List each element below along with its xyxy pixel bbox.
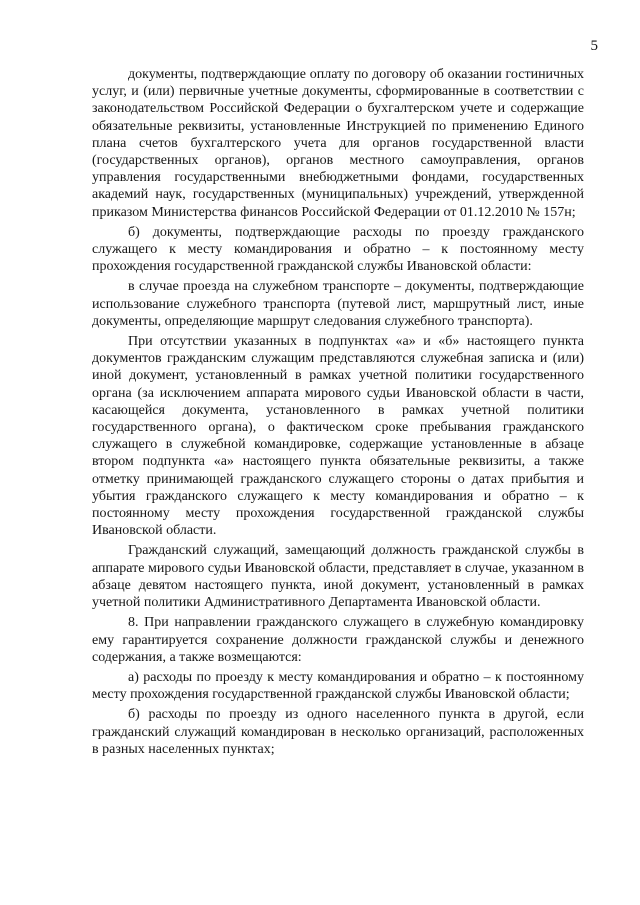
paragraph-item-8: 8. При направлении гражданского служащего в служебную командировку ему гарантируется сохранение должности гражданской службы и денежного содержания, а также возмещаются: [92,615,584,665]
paragraph-official-transport: в случае проезда на служебном транспорте – документы, подтверждающие использование служебного транспорта (путевой лист, маршрутный лист, иные документы, определяющие маршрут следования служебного транспорта). [92,279,584,329]
paragraph-subitem-b-intercity-expenses: б) расходы по проезду из одного населенного пункта в другой, если гражданский служащий командирован в несколько организаций, расположенных в разных населенных пунктах; [92,707,584,757]
paragraph-absent-documents: При отсутствии указанных в подпунктах «а» и «б» настоящего пункта документов гражданским служащим представляются служебная записка и (или) иной документ, установленный в рамках учетной политики государственного органа (за исключением аппарата мирового судьи Ивановской области в части, касающейся документа, установленного в рамках учетной политики государственного органа), о фактическом сроке пребывания гражданского служащего в служебной командировке, содержащие установленные в абзаце втором подпункта «а» настоящего пункта обязательные реквизиты, а также отметку принимающей гражданского служащего стороны о датах прибытия и убытия гражданского служащего к месту командирования и обратно – к постоянному месту прохождения государственной гражданской службы Ивановской области. [92,334,584,539]
paragraph-subitem-a-travel-expenses: а) расходы по проезду к месту командирования и обратно – к постоянному месту прохождения государственной гражданской службы Ивановской области; [92,669,584,703]
paragraph-magistrate-staff: Гражданский служащий, замещающий должность гражданской службы в аппарате мирового судьи Ивановской области, представляет в случае, указанном в абзаце девятом настоящего пункта, иной документ, установленный в рамках учетной политики Административного Департамента Ивановской области. [92,543,584,611]
document-body [92,66,584,758]
page-number: 5 [590,38,598,54]
paragraph-supporting-documents: документы, подтверждающие оплату по договору об оказании гостиничных услуг, и (или) первичные учетные документы, сформированные в соответствии с законодательством Российской Федерации о бухгалтерском учете и содержащие обязательные реквизиты, установленные Инструкцией по применению Единого плана счетов бухгалтерского учета для органов государственной власти (государственных органов), органов местного самоуправления, органов управления государственными внебюджетными фондами, государственных академий наук, государственных (муниципальных) учреждений, утвержденной приказом Министерства финансов Российской Федерации от 01.12.2010 № 157н; [92,67,584,220]
paragraph-subitem-b-travel-documents: б) документы, подтверждающие расходы по проезду гражданского служащего к месту командирования и обратно – к постоянному месту прохождения государственной гражданской службы Ивановской области: [92,224,584,275]
